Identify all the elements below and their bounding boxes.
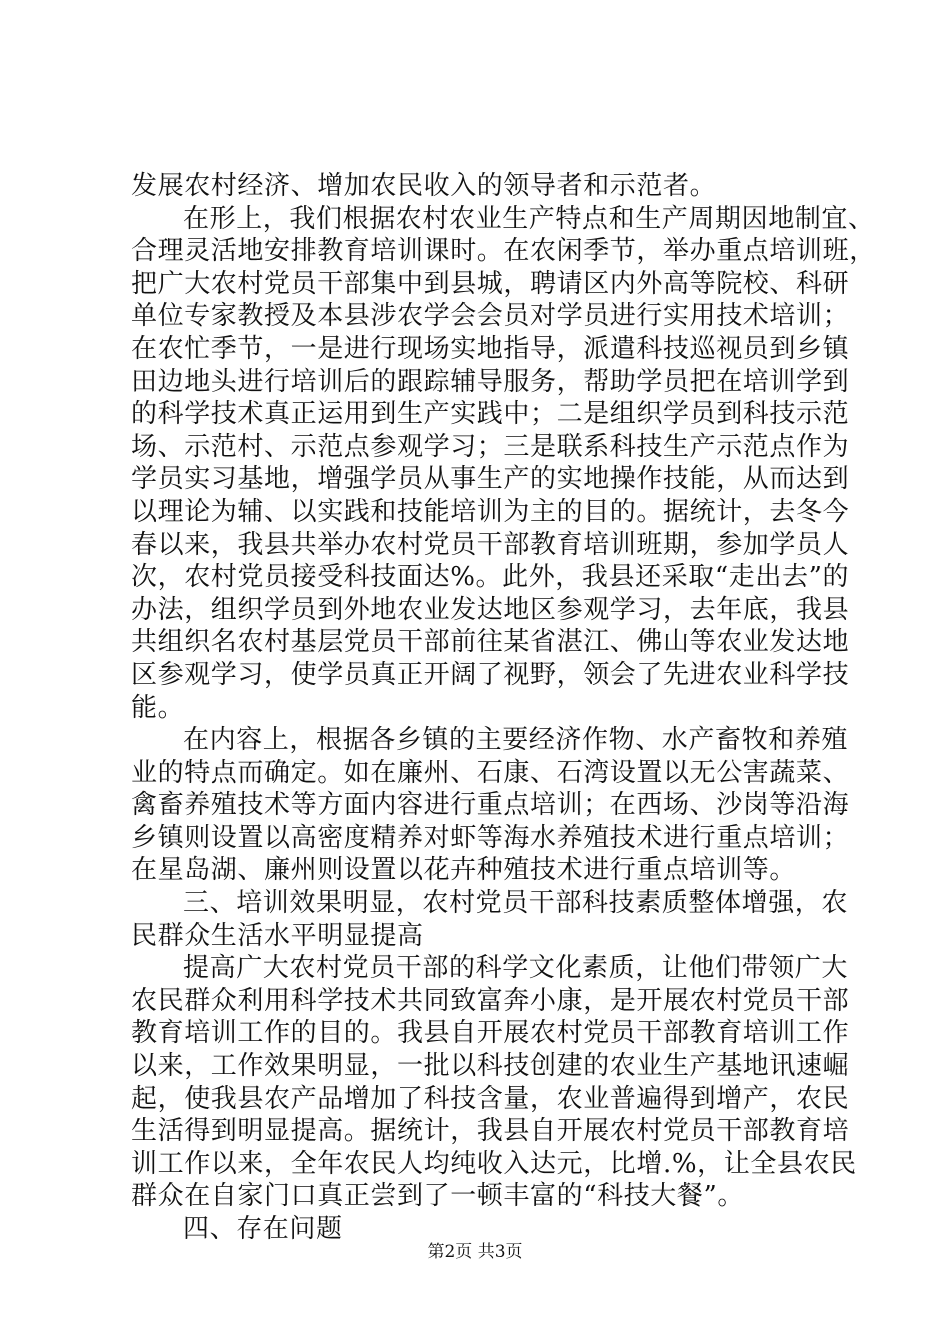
- text-line: 禽畜养殖技术等方面内容进行重点培训；在西场、沙岗等沿海: [131, 790, 850, 821]
- text-line: 乡镇则设置以高密度精养对虾等海水养殖技术进行重点培训；: [131, 822, 850, 853]
- text-line: 能。: [131, 692, 185, 723]
- text-line: 春以来，我县共举办农村党员干部教育培训班期，参加学员人: [131, 529, 850, 560]
- text-line: 场、示范村、示范点参观学习；三是联系科技生产示范点作为: [131, 431, 850, 462]
- text-line: 区参观学习，使学员真正开阔了视野，领会了先进农业科学技: [131, 659, 850, 690]
- text-line: 次，农村党员接受科技面达%。此外，我县还采取“走出去”的: [131, 562, 850, 593]
- text-line: 生活得到明显提高。据统计，我县自开展农村党员干部教育培: [131, 1116, 850, 1147]
- text-line: 单位专家教授及本县涉农学会会员对学员进行实用技术培训；: [131, 301, 850, 332]
- text-line: 以来，工作效果明显，一批以科技创建的农业生产基地讯速崛: [131, 1051, 850, 1082]
- text-line: 学员实习基地，增强学员从事生产的实地操作技能，从而达到: [131, 464, 850, 495]
- text-line: 发展农村经济、增加农民收入的领导者和示范者。: [131, 171, 717, 201]
- text-line: 把广大农村党员干部集中到县城，聘请区内外高等院校、科研: [131, 268, 850, 299]
- text-line: 起，使我县农产品增加了科技含量，农业普遍得到增产，农民: [131, 1083, 850, 1114]
- text-line: 办法，组织学员到外地农业发达地区参观学习，去年底，我县: [131, 594, 850, 625]
- paragraph-start-line: 提高广大农村党员干部的科学文化素质，让他们带领广大: [183, 953, 849, 984]
- text-line: 在农忙季节，一是进行现场实地指导，派遣科技巡视员到乡镇: [131, 333, 850, 364]
- section-heading-line: 三、培训效果明显，农村党员干部科技素质整体增强，农: [183, 888, 849, 919]
- section-heading-line: 民群众生活水平明显提高: [131, 920, 424, 951]
- paragraph-start-line: 在形上，我们根据农村农业生产特点和生产周期因地制宜、: [183, 203, 875, 234]
- text-line: 田边地头进行培训后的跟踪辅导服务，帮助学员把在培训学到: [131, 366, 850, 397]
- page-number: 第2页 共3页: [427, 1242, 523, 1262]
- text-line: 业的特点而确定。如在廉州、石康、石湾设置以无公害蔬菜、: [131, 757, 850, 788]
- text-line: 训工作以来，全年农民人均纯收入达元，比增.%，让全县农民: [131, 1148, 857, 1179]
- text-line: 的科学技术真正运用到生产实践中；二是组织学员到科技示范: [131, 399, 850, 430]
- text-line: 以理论为辅、以实践和技能培训为主的目的。据统计，去冬今: [131, 496, 850, 527]
- text-line: 合理灵活地安排教育培训课时。在农闲季节，举办重点培训班，: [131, 236, 876, 267]
- paragraph-start-line: 在内容上，根据各乡镇的主要经济作物、水产畜牧和养殖: [183, 725, 849, 756]
- text-line: 共组织名农村基层党员干部前往某省湛江、佛山等农业发达地: [131, 627, 850, 658]
- text-line: 在星岛湖、廉州则设置以花卉种殖技术进行重点培训等。: [131, 855, 797, 886]
- text-line: 农民群众利用科学技术共同致富奔小康，是开展农村党员干部: [131, 985, 850, 1016]
- section-heading-line: 四、存在问题: [183, 1214, 343, 1244]
- text-line: 群众在自家门口真正尝到了一顿丰富的“科技大餐”。: [131, 1181, 744, 1212]
- text-line: 教育培训工作的目的。我县自开展农村党员干部教育培训工作: [131, 1018, 850, 1049]
- document-body: [131, 170, 876, 1246]
